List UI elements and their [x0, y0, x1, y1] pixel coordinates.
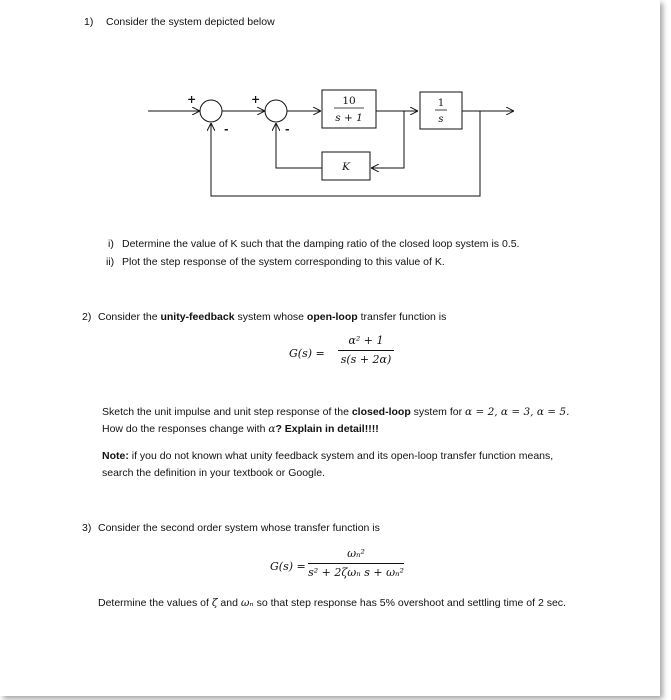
q1-item-ii-number: ii): [106, 256, 115, 268]
block2-numerator: 1: [437, 98, 445, 109]
q3-formula-denominator: s² + 2ζωₙ s + ωₙ²: [308, 566, 404, 579]
q2-paragraph-1: Sketch the unit impulse and unit step response of the closed-loop system for α = 2, α = 3, α = 5.: [102, 406, 570, 418]
q3-task: Determine the values of ζ and ωₙ so that step response has 5% overshoot and settling time of 2 sec.: [98, 597, 566, 609]
q2-number: 2): [82, 311, 92, 323]
q2-note: Note: if you do not known what unity feedback system and its open-loop transfer function means,: [102, 450, 554, 462]
q3-formula-numerator: ωₙ²: [347, 547, 365, 560]
q2-formula-numerator: α² + 1: [348, 334, 384, 347]
q1-intro: Consider the system depicted below: [106, 16, 275, 28]
q3-formula-lhs: G(s) =: [270, 560, 306, 573]
q2-paragraph-2: How do the responses change with α? Explain in detail!!!!: [102, 423, 379, 435]
block1-numerator: 10: [342, 95, 356, 107]
plus-sign-1: +: [187, 93, 197, 106]
q2-formula-denominator: s(s + 2α): [340, 353, 392, 366]
minus-sign-1: -: [224, 123, 229, 136]
q3-number: 3): [82, 522, 92, 534]
q3-intro: Consider the second order system whose transfer function is: [98, 522, 380, 534]
minus-sign-2: -: [285, 123, 290, 136]
block1-denominator: s + 1: [335, 112, 363, 124]
k-label: K: [342, 161, 350, 173]
plus-sign-2: +: [251, 93, 261, 106]
q3-fraction-bar: [308, 563, 404, 564]
block2-denominator: s: [438, 114, 444, 125]
q1-item-i-number: i): [108, 238, 114, 250]
q2-fraction-bar: [338, 350, 394, 351]
summing-junction-2: [265, 100, 287, 122]
q1-item-ii: Plot the step response of the system corresponding to this value of K.: [122, 256, 445, 268]
summing-junction-1: [200, 100, 222, 122]
q2-intro: Consider the unity-feedback system whose open-loop transfer function is: [98, 311, 447, 323]
q1-number: 1): [84, 16, 94, 28]
q1-item-i: Determine the value of K such that the damping ratio of the closed loop system is 0.5.: [122, 238, 520, 250]
q2-note-line-2: search the definition in your textbook or Google.: [102, 467, 325, 479]
q2-formula-lhs: G(s) =: [289, 347, 325, 360]
